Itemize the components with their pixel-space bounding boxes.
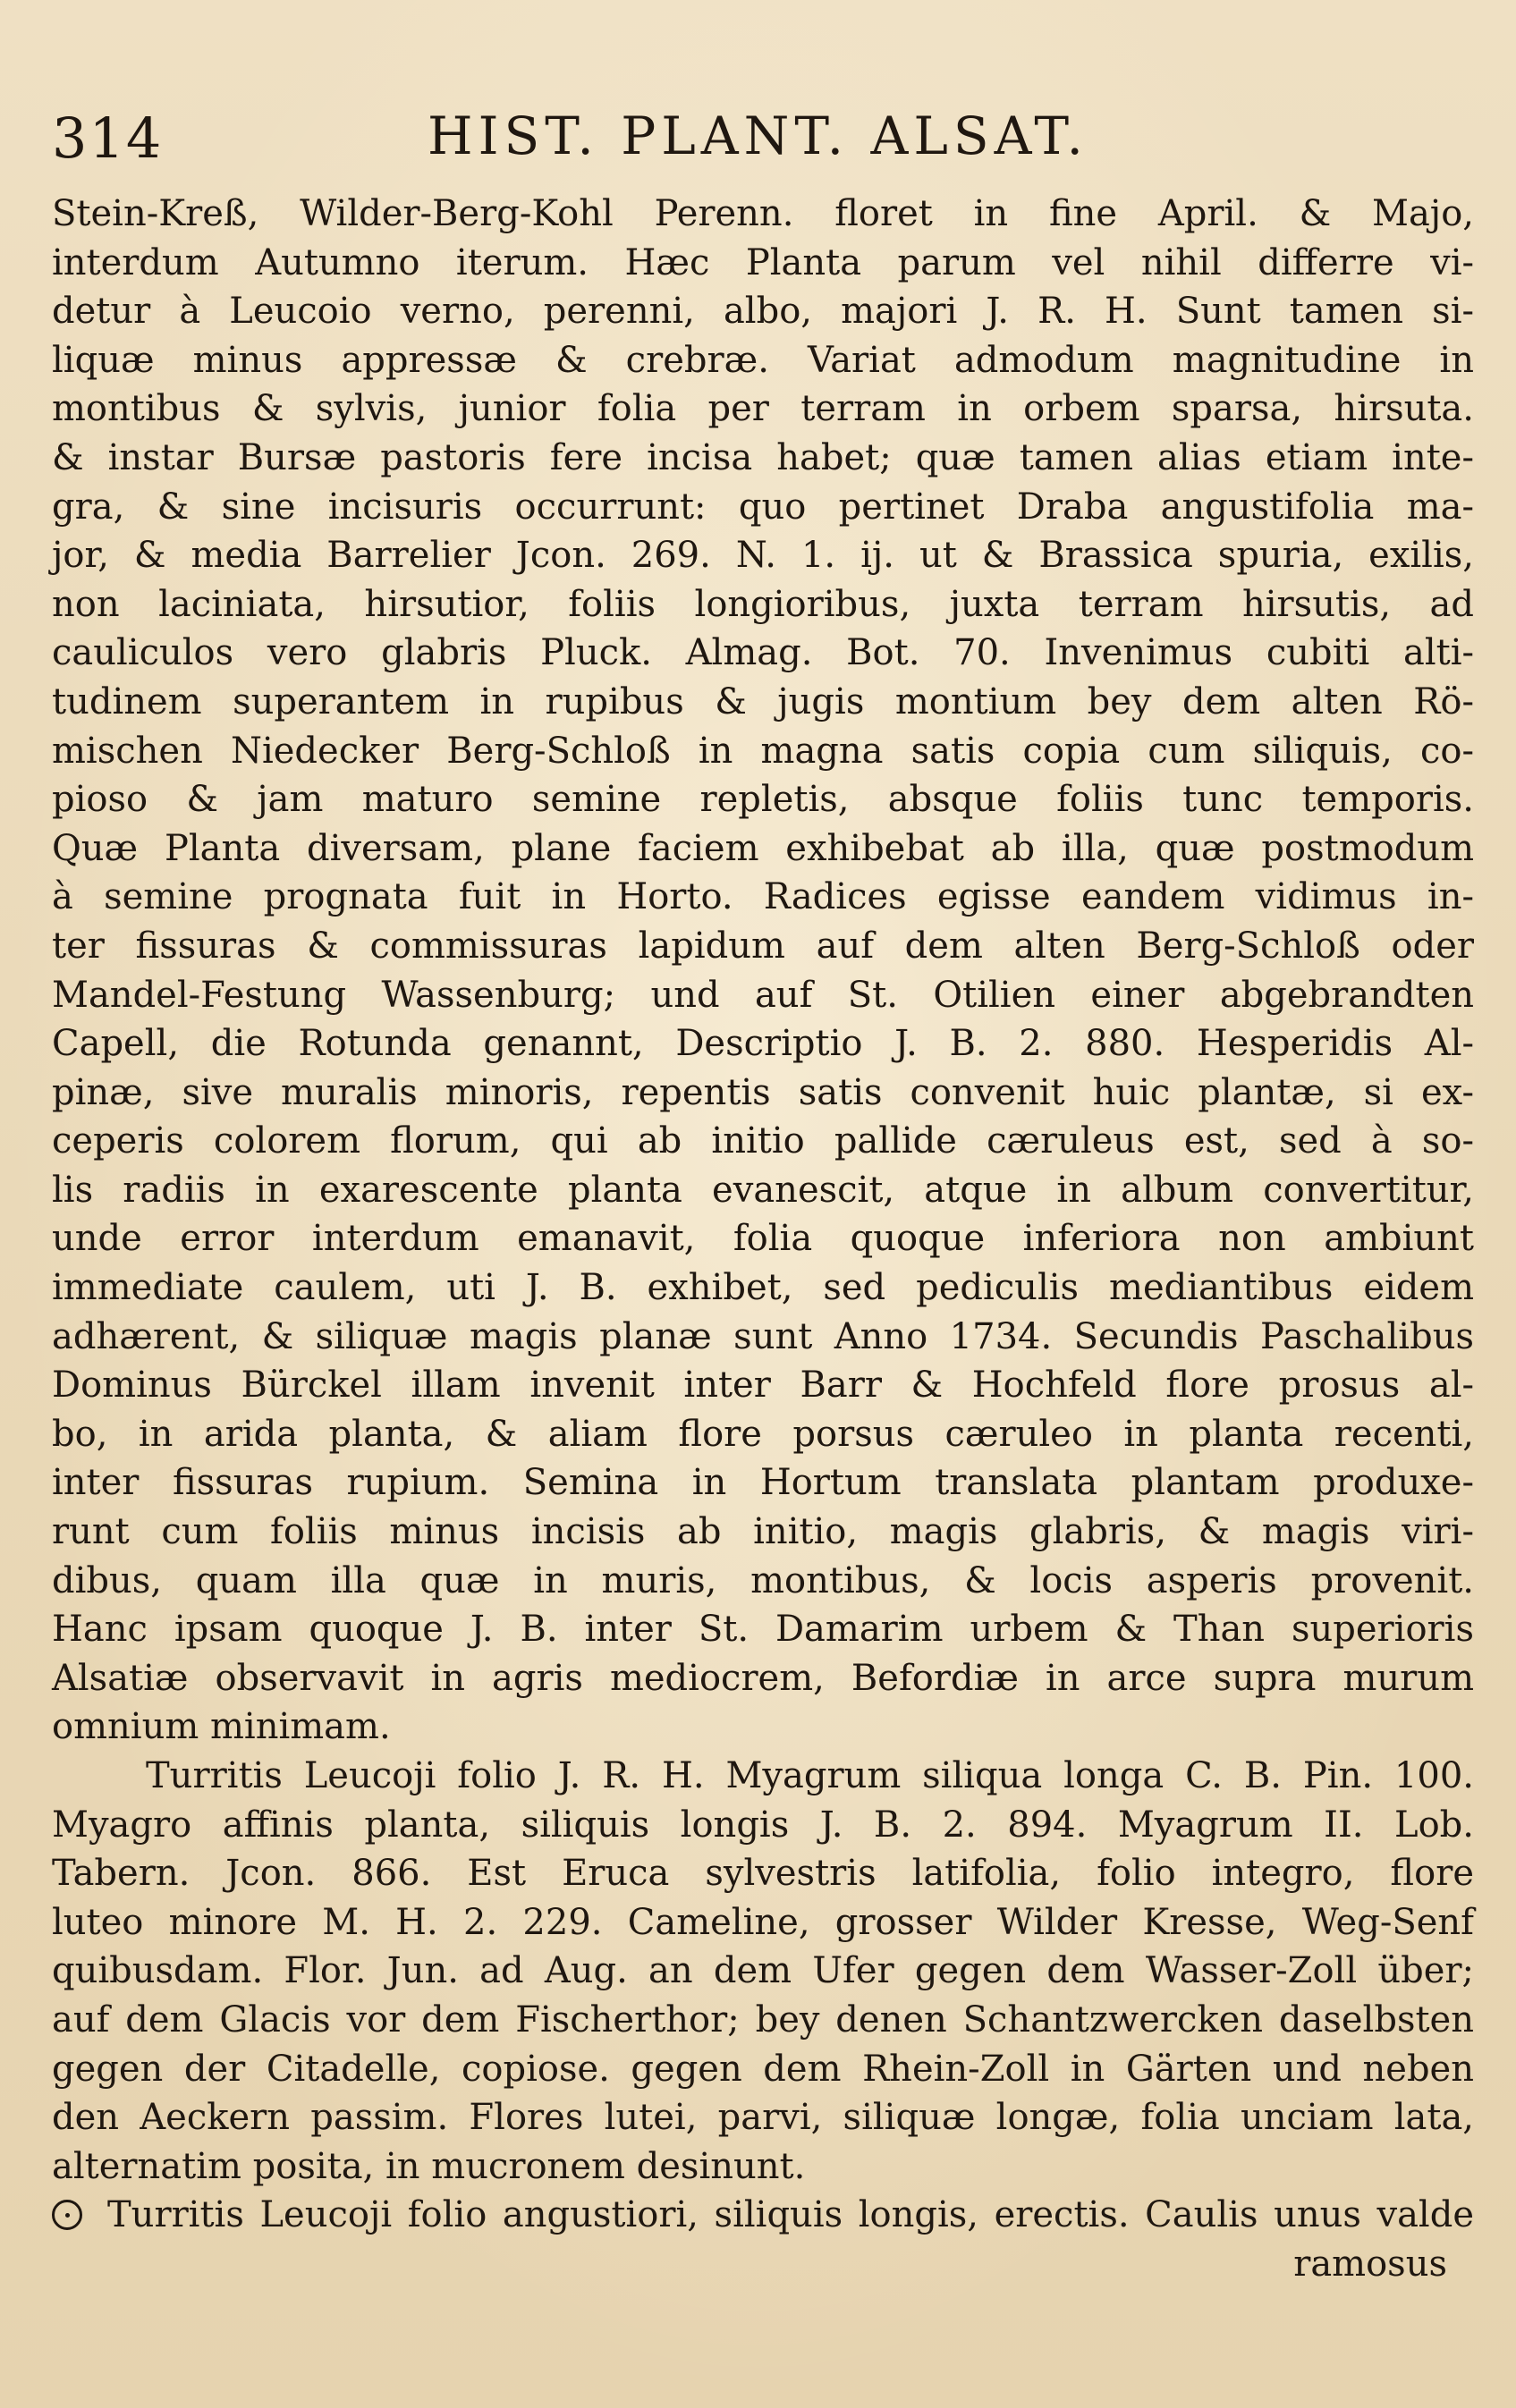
text-line: Hanc ipsam quoque J. B. inter St. Damarim urbem & Than superioris (52, 1609, 1474, 1651)
text-line: inter fissuras rupium. Semina in Hortum translata plantam produxe- (52, 1462, 1474, 1504)
text-line: Capell, die Rotunda genannt, Descriptio J. B. 2. 880. Hesperidis Al- (52, 1023, 1474, 1065)
running-title: HIST. PLANT. ALSAT. (428, 106, 1088, 166)
text-line: non laciniata, hirsutior, foliis longioribus, juxta terram hirsutis, ad (52, 583, 1474, 625)
text-line: pinæ, sive muralis minoris, repentis satis convenit huic plantæ, si ex- (52, 1071, 1474, 1113)
text-line: interdum Autumno iterum. Hæc Planta parum vel nihil differre vi- (52, 241, 1474, 283)
running-head (52, 106, 1474, 177)
text-line-last: alternatim posita, in mucronem desinunt. (52, 2145, 806, 2187)
text-line: bo, in arida planta, & aliam flore porsus cæruleo in planta recenti, (52, 1413, 1474, 1455)
entry-three-heading-line (52, 2191, 1474, 2240)
body-text (52, 190, 1474, 2289)
text-line: quibusdam. Flor. Jun. ad Aug. an dem Ufer gegen dem Wasser-Zoll über; (52, 1950, 1474, 1992)
text-line: detur à Leucoio verno, perenni, albo, majori J. R. H. Sunt tamen si- (52, 291, 1474, 333)
entry-two-heading-line: Turritis Leucoji folio J. R. H. Myagrum siliqua longa C. B. Pin. 100. (146, 1755, 1474, 1796)
text-line: runt cum foliis minus incisis ab initio, magis glabris, & magis viri- (52, 1511, 1474, 1553)
text-line: Myagro affinis planta, siliquis longis J. B. 2. 894. Myagrum II. Lob. (52, 1804, 1474, 1846)
text-line: Stein-Kreß, Wilder-Berg-Kohl Perenn. floret in fine April. & Majo, (52, 193, 1474, 234)
text-line: liquæ minus appressæ & crebræ. Variat admodum magnitudine in (52, 339, 1474, 381)
text-line: den Aeckern passim. Flores lutei, parvi, siliquæ longæ, folia unciam lata, (52, 2097, 1474, 2139)
text-line: immediate caulem, uti J. B. exhibet, sed pediculis mediantibus eidem (52, 1267, 1474, 1309)
text-line: dibus, quam illa quæ in muris, montibus, & locis asperis provenit. (52, 1559, 1474, 1601)
text-line: & instar Bursæ pastoris fere incisa habet; quæ tamen alias etiam inte- (52, 436, 1474, 478)
text-line: à semine prognata fuit in Horto. Radices egisse eandem vidimus in- (52, 876, 1474, 918)
text-line: gegen der Citadelle, copiose. gegen dem Rhein-Zoll in Gärten und neben (52, 2048, 1474, 2090)
text-line: adhærent, & siliquæ magis planæ sunt Anno 1734. Secundis Paschalibus (52, 1315, 1474, 1357)
entry-three-text: Turritis Leucoji folio angustiori, siliquis longis, erectis. Caulis unus valde (107, 2194, 1474, 2236)
text-line: Tabern. Jcon. 866. Est Eruca sylvestris latifolia, folio integro, flore (52, 1853, 1474, 1895)
text-line: cauliculos vero glabris Pluck. Almag. Bot. 70. Invenimus cubiti alti- (52, 632, 1474, 674)
text-line: montibus & sylvis, junior folia per terram in orbem sparsa, hirsuta. (52, 388, 1474, 430)
text-line-last: omnium minimam. (52, 1706, 391, 1748)
text-line: lis radiis in exarescente planta evanescit, atque in album convertitur, (52, 1169, 1474, 1211)
text-line: Dominus Bürckel illam invenit inter Barr & Hochfeld flore prosus al- (52, 1365, 1474, 1407)
text-line: pioso & jam maturo semine repletis, absque foliis tunc temporis. (52, 779, 1474, 821)
perennial-circle-icon (52, 2200, 82, 2230)
text-line: unde error interdum emanavit, folia quoque inferiora non ambiunt (52, 1218, 1474, 1260)
text-line: ceperis colorem florum, qui ab initio pallide cæruleus est, sed à so- (52, 1120, 1474, 1162)
page-number: 314 (52, 106, 164, 171)
text-line: ter fissuras & commissuras lapidum auf dem alten Berg-Schloß oder (52, 925, 1474, 967)
text-line: Alsatiæ observavit in agris mediocrem, Befordiæ in arce supra murum (52, 1657, 1474, 1699)
text-line: jor, & media Barrelier Jcon. 269. N. 1. ij. ut & Brassica spuria, exilis, (52, 535, 1474, 577)
text-line: tudinem superantem in rupibus & jugis montium bey dem alten Rö- (52, 680, 1474, 722)
text-line: auf dem Glacis vor dem Fischerthor; bey denen Schantzwercken daselbsten (52, 1998, 1474, 2040)
catchword: ramosus (1293, 2243, 1447, 2285)
text-line: luteo minore M. H. 2. 229. Cameline, grosser Wilder Kresse, Weg-Senf (52, 1901, 1474, 1943)
text-line: Quæ Planta diversam, plane faciem exhibebat ab illa, quæ postmodum (52, 827, 1474, 869)
text-line: Mandel-Festung Wassenburg; und auf St. Otilien einer abgebrandten (52, 974, 1474, 1016)
text-line: mischen Niedecker Berg-Schloß in magna satis copia cum siliquis, co- (52, 730, 1474, 772)
text-line: gra, & sine incisuris occurrunt: quo pertinet Draba angustifolia ma- (52, 486, 1474, 528)
